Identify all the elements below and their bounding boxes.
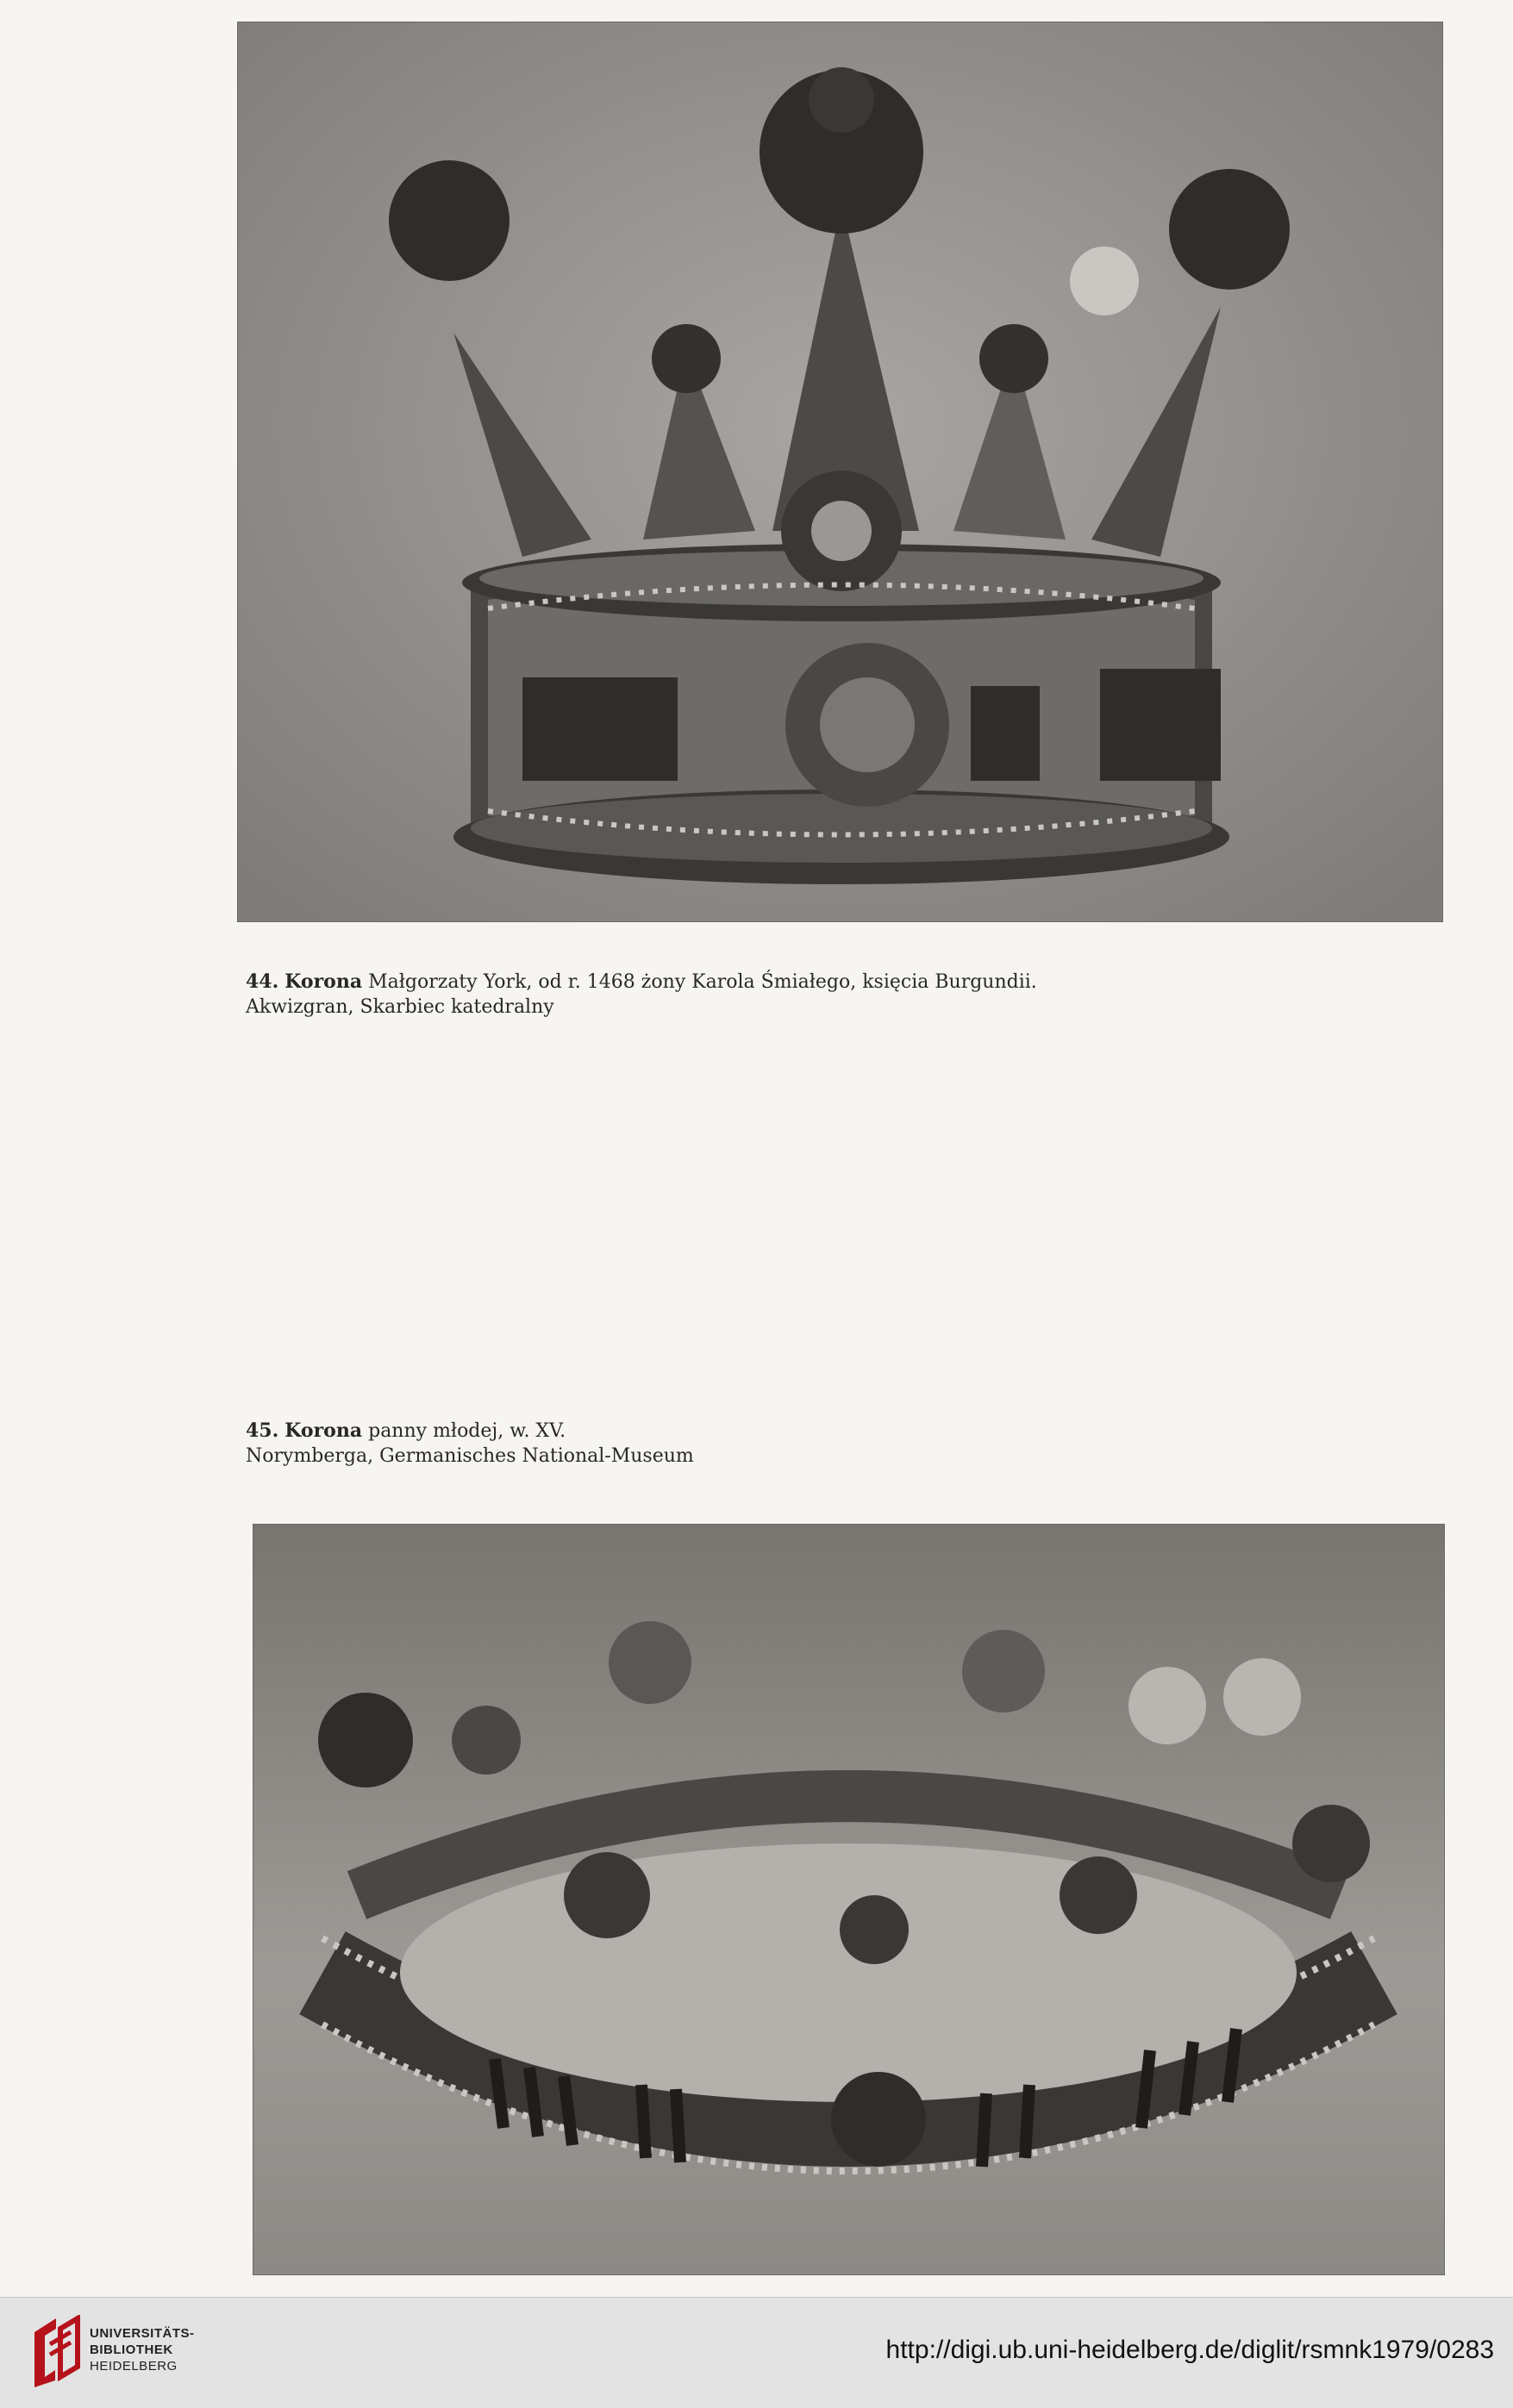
figure-44-number: 44. xyxy=(246,970,279,993)
library-name-line3: HEIDELBERG xyxy=(90,2359,178,2374)
digital-library-footer xyxy=(0,2297,1513,2408)
library-name-line1: UNIVERSITÄTS- xyxy=(90,2326,195,2341)
permalink-url[interactable]: http://digi.ub.uni-heidelberg.de/diglit/rsmnk1979/0283 xyxy=(885,2336,1494,2364)
crown-york-image xyxy=(238,22,1442,921)
figure-45-location: Norymberga, Germanisches National-Museum xyxy=(246,1445,694,1467)
crown-bride-image xyxy=(253,1525,1444,2274)
figure-45-number: 45. xyxy=(246,1419,279,1442)
figure-44-caption xyxy=(246,970,1366,1020)
figure-45-description: panny młodej, w. XV. xyxy=(368,1420,566,1442)
figure-44-photo xyxy=(237,22,1443,922)
university-library-logo-icon xyxy=(26,2315,86,2391)
figure-45-caption xyxy=(246,1419,1366,1469)
figure-44-location: Akwizgran, Skarbiec katedralny xyxy=(246,996,554,1018)
figure-45-photo xyxy=(253,1524,1445,2275)
library-name xyxy=(90,2325,195,2374)
figure-44-description: Małgorzaty York, od r. 1468 żony Karola Śmiałego, księcia Burgundii. xyxy=(368,971,1037,993)
figure-45-keyword: Korona xyxy=(284,1419,363,1442)
library-name-line2: BIBLIOTHEK xyxy=(90,2342,173,2357)
figure-44-keyword: Korona xyxy=(284,970,363,993)
